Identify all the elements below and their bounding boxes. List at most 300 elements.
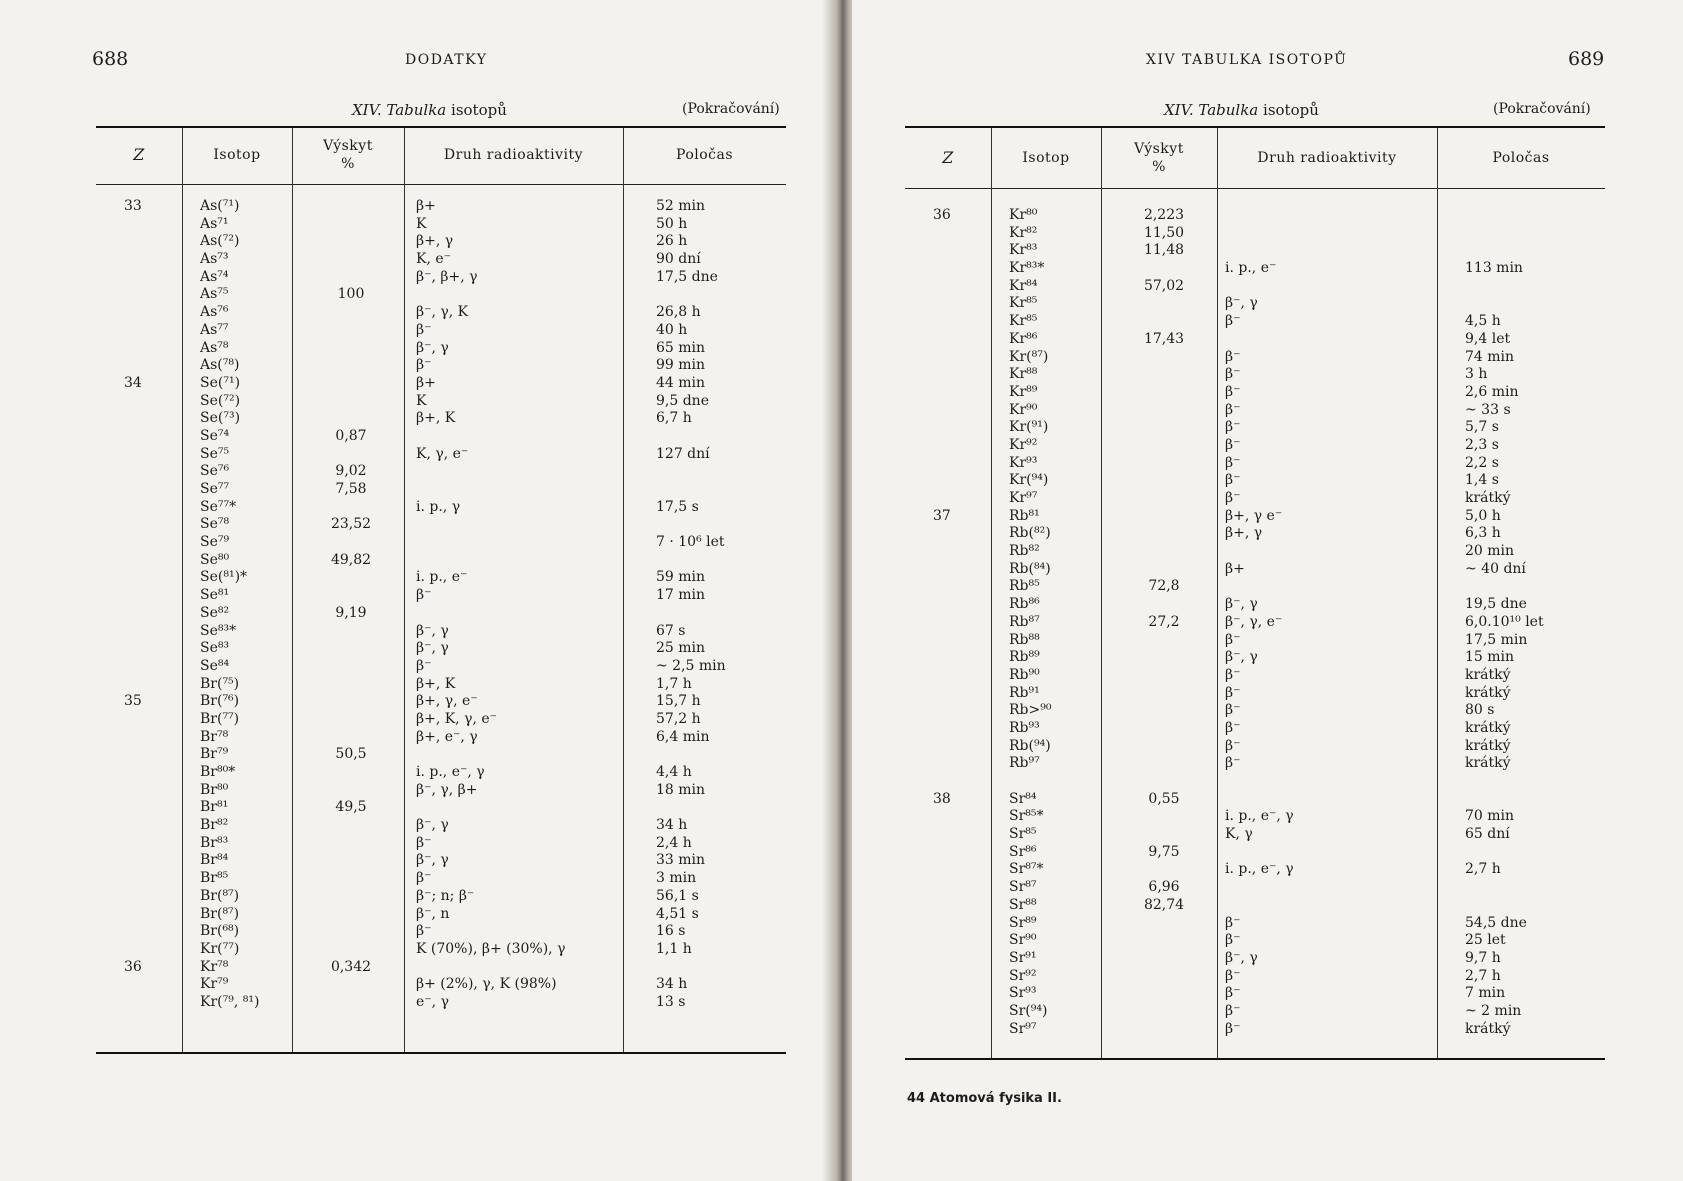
cell-druh: β⁻, γ xyxy=(416,640,449,657)
cell-vyskyt xyxy=(308,410,394,428)
cell-isotop: Sr⁸⁵ xyxy=(1009,826,1037,843)
cell-polocas xyxy=(1465,791,1600,809)
cell-polocas xyxy=(656,746,784,764)
cell-vyskyt xyxy=(308,976,394,994)
cell-isotop: Br⁸⁵ xyxy=(200,870,229,887)
cell-druh: K xyxy=(416,392,427,409)
cell-vyskyt xyxy=(308,216,394,234)
cell-vyskyt xyxy=(1119,667,1209,685)
cell-polocas: 54,5 dne xyxy=(1465,914,1527,931)
cell-vyskyt xyxy=(1119,1003,1209,1021)
cell-vyskyt: 9,19 xyxy=(335,604,367,621)
cell-polocas: 33 min xyxy=(656,852,706,869)
cell-druh: β+ xyxy=(1225,560,1245,577)
cell-polocas: 5,7 s xyxy=(1465,419,1499,436)
cell-vyskyt xyxy=(1119,702,1209,720)
cell-druh: β⁻, γ xyxy=(416,339,449,356)
cell-druh: β+, K xyxy=(416,675,456,692)
cell-isotop: Kr⁸³* xyxy=(1009,260,1045,277)
cell-polocas: 19,5 dne xyxy=(1465,596,1527,613)
header-druh: Druh radioaktivity xyxy=(443,147,584,163)
cell-z xyxy=(124,676,164,694)
cell-z xyxy=(124,410,164,428)
cell-isotop: Kr(⁹⁴) xyxy=(1009,472,1049,489)
cell-isotop: Kr⁸⁵ xyxy=(1009,295,1038,312)
cell-isotop: Se⁷⁵ xyxy=(200,445,230,462)
cell-isotop: Se⁸¹ xyxy=(200,587,230,604)
cell-isotop: Rb⁸¹ xyxy=(1009,507,1040,524)
cell-vyskyt xyxy=(308,393,394,411)
cell-vyskyt: 9,02 xyxy=(335,463,367,480)
cell-vyskyt xyxy=(308,623,394,641)
cell-vyskyt xyxy=(308,764,394,782)
header-polocas: Poločas xyxy=(1492,150,1550,166)
cell-druh: β⁻ xyxy=(1225,985,1241,1002)
cell-vyskyt xyxy=(1119,437,1209,455)
cell-isotop: Se(⁷²) xyxy=(200,392,241,409)
cell-polocas: 6,7 h xyxy=(656,410,692,427)
cell-z xyxy=(124,552,164,570)
cell-vyskyt xyxy=(308,782,394,800)
cell-z xyxy=(933,225,973,243)
cell-isotop: Sr⁸⁴ xyxy=(1009,790,1037,807)
cell-z xyxy=(124,481,164,499)
cell-polocas: ~ 2 min xyxy=(1465,1002,1522,1019)
cell-polocas: ~ 2,5 min xyxy=(656,657,726,674)
cell-z xyxy=(933,366,973,384)
cell-druh: β+, γ xyxy=(416,233,454,250)
cell-z xyxy=(933,897,973,915)
cell-vyskyt xyxy=(308,658,394,676)
cell-z xyxy=(124,446,164,464)
right-page xyxy=(852,0,1683,1181)
caption-title: Tabulka xyxy=(1198,101,1259,119)
cell-isotop: Se⁷⁷ xyxy=(200,481,230,497)
cell-druh xyxy=(1225,791,1430,809)
cell-druh: β⁻ xyxy=(416,834,432,851)
cell-polocas xyxy=(1465,278,1600,296)
cell-polocas xyxy=(1465,242,1600,260)
cell-vyskyt xyxy=(308,499,394,517)
cell-polocas xyxy=(1465,897,1600,915)
cell-z xyxy=(124,569,164,587)
cell-vyskyt xyxy=(1119,861,1209,879)
cell-vyskyt xyxy=(308,375,394,393)
column-rule xyxy=(182,128,183,1052)
cell-polocas: 65 min xyxy=(656,339,706,356)
cell-vyskyt: 0,55 xyxy=(1148,790,1180,807)
cell-polocas: 2,3 s xyxy=(1465,436,1499,453)
cell-polocas: 3 h xyxy=(1465,366,1488,383)
cell-polocas: 74 min xyxy=(1465,348,1515,365)
cell-druh xyxy=(1225,278,1430,296)
cell-z xyxy=(933,402,973,420)
cell-druh: i. p., γ xyxy=(416,498,461,515)
cell-z xyxy=(124,870,164,888)
cell-polocas: 26 h xyxy=(656,233,688,250)
cell-polocas: 40 h xyxy=(656,321,688,338)
cell-druh xyxy=(416,463,621,481)
cell-druh: β+, γ xyxy=(1225,525,1263,542)
cell-druh xyxy=(416,481,621,499)
caption-number: XIV. xyxy=(352,101,382,119)
cell-z xyxy=(933,578,973,596)
cell-vyskyt xyxy=(308,941,394,959)
cell-polocas: 17,5 min xyxy=(1465,631,1528,648)
cell-vyskyt xyxy=(1119,596,1209,614)
cell-isotop: Se(⁷¹) xyxy=(200,374,241,391)
cell-druh: β⁻ xyxy=(1225,1002,1241,1019)
cell-z xyxy=(933,455,973,473)
cell-z xyxy=(933,295,973,313)
cell-druh xyxy=(416,959,621,977)
cell-isotop: Kr(⁹¹) xyxy=(1009,419,1049,436)
cell-z xyxy=(933,667,973,685)
cell-isotop: Rb(⁹⁴) xyxy=(1009,737,1051,754)
cell-vyskyt xyxy=(308,994,394,1012)
column-polocas xyxy=(1465,207,1600,1038)
cell-polocas: 9,5 dne xyxy=(656,392,709,409)
cell-isotop: Kr⁹³ xyxy=(1009,454,1038,471)
cell-vyskyt xyxy=(308,569,394,587)
cell-isotop: Br⁸¹ xyxy=(200,799,229,816)
cell-druh: β⁻ xyxy=(416,923,432,940)
cell-z xyxy=(933,419,973,437)
cell-vyskyt: 49,82 xyxy=(330,551,372,568)
page-footer: 44 Atomová fysika II. xyxy=(907,1091,1062,1106)
cell-vyskyt xyxy=(308,587,394,605)
cell-polocas: 6,3 h xyxy=(1465,525,1501,542)
cell-vyskyt xyxy=(1119,932,1209,950)
cell-vyskyt xyxy=(1119,808,1209,826)
cell-z xyxy=(124,587,164,605)
cell-vyskyt xyxy=(308,446,394,464)
cell-z xyxy=(124,640,164,658)
cell-polocas xyxy=(656,516,784,534)
cell-z xyxy=(124,393,164,411)
cell-z xyxy=(124,304,164,322)
cell-z xyxy=(124,658,164,676)
cell-polocas xyxy=(1465,225,1600,243)
cell-isotop: As(⁷²) xyxy=(200,233,240,250)
cell-vyskyt xyxy=(308,640,394,658)
cell-isotop: Kr⁸⁴ xyxy=(1009,277,1038,294)
cell-z xyxy=(124,729,164,747)
cell-polocas: 15 min xyxy=(1465,649,1515,666)
cell-druh xyxy=(1225,844,1430,862)
cell-druh: i. p., e⁻, γ xyxy=(416,764,485,780)
cell-isotop: As⁷¹ xyxy=(200,215,229,232)
cell-druh: β⁻ xyxy=(1225,719,1241,736)
cell-isotop: Rb>⁹⁰ xyxy=(1009,702,1052,719)
cell-polocas: krátký xyxy=(1465,719,1511,736)
cell-polocas: 34 h xyxy=(656,817,688,834)
cell-vyskyt: 11,50 xyxy=(1143,224,1185,241)
cell-druh: β⁻ xyxy=(416,870,432,887)
cell-isotop: Kr⁸⁰ xyxy=(1009,207,1038,223)
cell-isotop: Rb⁸⁹ xyxy=(1009,649,1040,666)
cell-polocas: 3 min xyxy=(656,870,697,887)
cell-z xyxy=(933,242,973,260)
cell-vyskyt: 23,52 xyxy=(330,516,372,533)
cell-vyskyt: 100 xyxy=(337,286,365,303)
cell-isotop: Kr⁸⁹ xyxy=(1009,383,1038,400)
cell-polocas: 4,51 s xyxy=(656,905,699,922)
cell-vyskyt: 11,48 xyxy=(1143,242,1185,259)
cell-z xyxy=(933,773,973,791)
cell-druh xyxy=(1225,242,1430,260)
cell-vyskyt: 17,43 xyxy=(1143,330,1185,347)
cell-z xyxy=(124,286,164,304)
cell-isotop: As⁷⁴ xyxy=(200,268,229,285)
cell-isotop: Rb⁸⁶ xyxy=(1009,596,1040,613)
cell-vyskyt xyxy=(1119,384,1209,402)
cell-polocas: 16 s xyxy=(656,923,686,940)
cell-druh: β⁻ xyxy=(1225,419,1241,436)
cell-polocas xyxy=(1465,844,1600,862)
cell-z xyxy=(933,808,973,826)
cell-druh xyxy=(416,605,621,623)
cell-isotop: Se⁷⁹ xyxy=(200,534,230,551)
continued-label: (Pokračování) xyxy=(682,101,780,117)
cell-vyskyt: 0,342 xyxy=(330,958,372,975)
cell-druh xyxy=(416,746,621,764)
cell-z xyxy=(933,826,973,844)
cell-z xyxy=(933,543,973,561)
cell-druh: β⁻, γ xyxy=(1225,596,1258,613)
cell-druh: β+, γ, e⁻ xyxy=(416,693,478,710)
cell-druh: β⁻ xyxy=(1225,755,1241,772)
cell-vyskyt xyxy=(308,676,394,694)
cell-isotop: Rb(⁸²) xyxy=(1009,525,1051,542)
header-isotop: Isotop xyxy=(1022,150,1070,166)
column-isotop xyxy=(1009,207,1099,1038)
cell-z: 38 xyxy=(933,790,951,807)
cell-isotop xyxy=(1009,773,1099,791)
cell-druh: β⁻, γ xyxy=(416,817,449,834)
header-rule xyxy=(96,184,786,185)
cell-vyskyt xyxy=(1119,349,1209,367)
cell-isotop: Br(⁸⁷) xyxy=(200,905,240,922)
cell-isotop: Se(⁷³) xyxy=(200,410,241,427)
cell-isotop: Se⁷⁶ xyxy=(200,463,230,480)
cell-druh: β⁻ xyxy=(1225,684,1241,701)
cell-isotop: As⁷⁷ xyxy=(200,321,229,338)
cell-z xyxy=(933,561,973,579)
cell-druh: β⁻ xyxy=(1225,383,1241,400)
cell-druh: β+ (2%), γ, K (98%) xyxy=(416,976,557,993)
cell-vyskyt xyxy=(1119,419,1209,437)
cell-z: 35 xyxy=(124,693,142,710)
cell-isotop: As⁷⁶ xyxy=(200,304,229,321)
cell-isotop: Kr(⁷⁹, ⁸¹) xyxy=(200,993,260,1010)
cell-druh: β⁻, γ, e⁻ xyxy=(1225,613,1283,630)
cell-isotop: As(⁷¹) xyxy=(200,198,240,214)
cell-vyskyt xyxy=(1119,525,1209,543)
cell-druh: β⁻ xyxy=(1225,348,1241,365)
cell-isotop: Kr⁹² xyxy=(1009,436,1038,453)
cell-polocas: 1,4 s xyxy=(1465,472,1499,489)
cell-polocas: 50 h xyxy=(656,215,688,232)
cell-polocas: 34 h xyxy=(656,976,688,993)
header-z: Z xyxy=(133,145,145,164)
cell-vyskyt xyxy=(308,870,394,888)
cell-isotop: As⁷³ xyxy=(200,251,229,268)
cell-isotop: Br⁸⁰ xyxy=(200,781,229,798)
cell-vyskyt xyxy=(308,233,394,251)
cell-vyskyt xyxy=(308,888,394,906)
cell-polocas xyxy=(656,605,784,623)
cell-polocas: krátký xyxy=(1465,737,1511,754)
cell-isotop: Rb⁸² xyxy=(1009,543,1040,560)
cell-druh: β⁻ xyxy=(1225,366,1241,383)
caption-number: XIV. xyxy=(1164,101,1194,119)
cell-druh: β⁻, γ xyxy=(1225,295,1258,312)
cell-vyskyt xyxy=(308,852,394,870)
cell-vyskyt xyxy=(1119,260,1209,278)
cell-druh: i. p., e⁻, γ xyxy=(1225,861,1294,878)
cell-isotop: Br⁸² xyxy=(200,817,229,834)
cell-z xyxy=(124,906,164,924)
cell-z xyxy=(933,755,973,773)
cell-isotop: Kr⁹⁰ xyxy=(1009,401,1038,418)
cell-druh: β+ xyxy=(416,374,436,391)
cell-z xyxy=(124,994,164,1012)
cell-polocas: 2,2 s xyxy=(1465,454,1499,471)
cell-polocas: 17 min xyxy=(656,587,706,604)
cell-z xyxy=(933,1021,973,1039)
cell-z xyxy=(933,278,973,296)
column-rule xyxy=(1101,128,1102,1058)
cell-vyskyt: 0,87 xyxy=(335,427,367,444)
cell-druh: β⁻ xyxy=(1225,1020,1241,1037)
cell-isotop: Br⁸⁰* xyxy=(200,764,236,780)
cell-druh: β⁻ xyxy=(416,357,432,374)
isotope-table xyxy=(905,126,1605,1060)
cell-vyskyt xyxy=(308,729,394,747)
cell-z xyxy=(933,985,973,1003)
cell-z xyxy=(124,516,164,534)
cell-isotop: Sr(⁹⁴) xyxy=(1009,1002,1048,1019)
cell-z xyxy=(933,950,973,968)
cell-z xyxy=(933,596,973,614)
cell-polocas: 17,5 dne xyxy=(656,268,718,285)
column-rule xyxy=(292,128,293,1052)
cell-z xyxy=(933,260,973,278)
cell-isotop: As⁷⁵ xyxy=(200,286,229,303)
cell-isotop: Sr⁹⁰ xyxy=(1009,932,1037,949)
cell-isotop: Sr⁸⁹ xyxy=(1009,914,1037,931)
cell-druh: β⁻ xyxy=(1225,313,1241,330)
header-vyskyt: Výskyt % xyxy=(1134,141,1184,175)
cell-druh: β⁻, γ xyxy=(416,622,449,639)
cell-polocas: 25 let xyxy=(1465,932,1506,949)
cell-z xyxy=(933,1003,973,1021)
cell-druh: β⁻ xyxy=(1225,737,1241,754)
cell-z xyxy=(933,313,973,331)
cell-vyskyt xyxy=(1119,295,1209,313)
cell-polocas: krátký xyxy=(1465,666,1511,683)
cell-druh xyxy=(416,534,621,552)
cell-druh: β+, e⁻, γ xyxy=(416,728,478,745)
column-z xyxy=(124,198,164,1029)
cell-z xyxy=(933,349,973,367)
column-vyskyt xyxy=(308,198,394,1012)
cell-z xyxy=(933,702,973,720)
cell-z xyxy=(124,357,164,375)
cell-vyskyt xyxy=(1119,738,1209,756)
cell-vyskyt xyxy=(1119,649,1209,667)
cell-z xyxy=(124,817,164,835)
cell-polocas xyxy=(656,463,784,481)
cell-isotop: Se⁸³* xyxy=(200,622,237,639)
page-number: 689 xyxy=(1568,48,1605,70)
cell-polocas: 99 min xyxy=(656,357,706,374)
cell-druh: β⁻ xyxy=(1225,401,1241,418)
caption-title: Tabulka xyxy=(386,101,447,119)
cell-z: 36 xyxy=(124,958,142,975)
cell-polocas: 26,8 h xyxy=(656,304,701,321)
cell-polocas xyxy=(656,959,784,977)
cell-vyskyt xyxy=(1119,455,1209,473)
cell-vyskyt xyxy=(1119,561,1209,579)
cell-isotop: Se⁸⁴ xyxy=(200,657,230,674)
cell-vyskyt xyxy=(308,322,394,340)
cell-polocas: 18 min xyxy=(656,781,706,798)
cell-z: 36 xyxy=(933,207,951,223)
cell-polocas: 44 min xyxy=(656,374,706,391)
cell-vyskyt: 57,02 xyxy=(1143,277,1185,294)
cell-isotop: Kr⁸⁵ xyxy=(1009,313,1038,330)
cell-isotop: Se⁸³ xyxy=(200,640,230,657)
cell-z xyxy=(933,384,973,402)
cell-isotop: Br⁸³ xyxy=(200,834,229,851)
cell-isotop: Br⁷⁸ xyxy=(200,728,229,745)
cell-druh: K (70%), β+ (30%), γ xyxy=(416,940,566,957)
cell-isotop: Br(⁸⁷) xyxy=(200,887,240,904)
cell-druh xyxy=(416,552,621,570)
header-polocas: Poločas xyxy=(675,147,734,163)
cell-z xyxy=(124,852,164,870)
column-isotop xyxy=(200,198,290,1012)
cell-druh: β+, K, γ, e⁻ xyxy=(416,710,498,727)
cell-polocas xyxy=(1465,207,1600,225)
cell-druh: K xyxy=(416,215,427,232)
cell-vyskyt xyxy=(1119,985,1209,1003)
cell-druh xyxy=(1225,331,1430,349)
cell-druh: K, γ, e⁻ xyxy=(416,445,469,462)
cell-z xyxy=(933,844,973,862)
cell-druh: β⁻ xyxy=(1225,472,1241,489)
cell-polocas xyxy=(656,552,784,570)
cell-druh: β⁻, β+, γ xyxy=(416,268,478,285)
cell-druh: K, e⁻ xyxy=(416,251,452,268)
cell-druh: β⁻, γ, β+ xyxy=(416,781,478,798)
cell-polocas xyxy=(1465,879,1600,897)
column-z xyxy=(933,207,973,1038)
header-vyskyt: Výskyt % xyxy=(323,138,373,172)
cell-polocas: 6,0.10¹⁰ let xyxy=(1465,613,1544,630)
cell-polocas: krátký xyxy=(1465,490,1511,506)
cell-vyskyt xyxy=(1119,543,1209,561)
caption-rest: isotopů xyxy=(1258,101,1319,119)
header-z: Z xyxy=(942,148,954,167)
cell-isotop: Se⁷⁸ xyxy=(200,516,230,533)
cell-z xyxy=(124,216,164,234)
cell-polocas: ~ 33 s xyxy=(1465,401,1511,418)
cell-polocas: 20 min xyxy=(1465,543,1515,560)
cell-isotop: Br(⁷⁵) xyxy=(200,675,240,692)
